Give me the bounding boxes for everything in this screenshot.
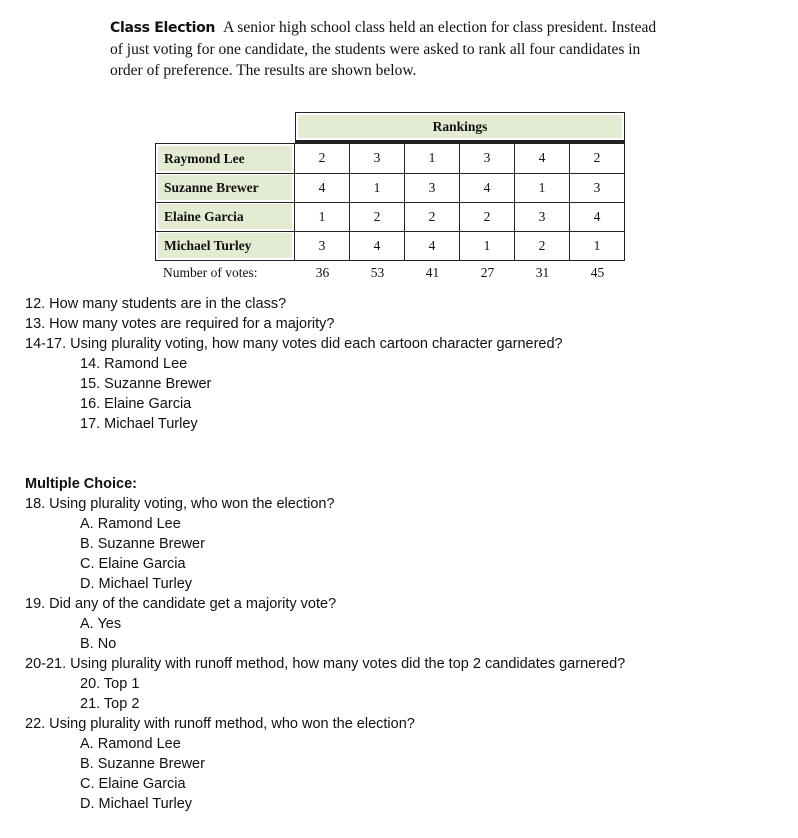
- answer-option: A. Ramond Lee: [80, 736, 181, 752]
- section-title: Class Election: [110, 20, 216, 36]
- answer-option: B. No: [80, 636, 117, 652]
- vote-count: 41: [425, 264, 440, 280]
- candidate-row: [155, 203, 625, 232]
- rank-cell: 3: [515, 203, 570, 232]
- rank-cell: 4: [515, 143, 570, 174]
- rank-cell: 4: [405, 232, 460, 261]
- rank-cell: 4: [460, 174, 515, 203]
- question: 14-17. Using plurality voting, how many votes did each cartoon character garnered?: [25, 336, 563, 352]
- candidate-row: [155, 143, 625, 174]
- rank-cell: 3: [460, 143, 515, 174]
- rank-cell: 1: [295, 203, 350, 232]
- vote-count: 45: [590, 264, 605, 280]
- answer-option: A. Ramond Lee: [80, 516, 181, 532]
- answer-option: 21. Top 2: [80, 696, 140, 712]
- question: 19. Did any of the candidate get a majority vote?: [25, 596, 337, 612]
- rank-cell: 1: [570, 232, 625, 261]
- rank-cell: 2: [350, 203, 405, 232]
- candidate-row: [155, 232, 625, 261]
- answer-option: B. Suzanne Brewer: [80, 756, 205, 772]
- rank-cell: 2: [570, 143, 625, 174]
- candidate-row: [155, 174, 625, 203]
- candidate-name: Suzanne Brewer: [155, 174, 295, 203]
- rankings-table: [155, 112, 625, 285]
- votes-label: Number of votes:: [163, 264, 258, 280]
- rank-cell: 3: [295, 232, 350, 261]
- rank-cell: 3: [570, 174, 625, 203]
- rank-cell: 2: [295, 143, 350, 174]
- answer-option: 14. Ramond Lee: [80, 356, 188, 372]
- rank-cell: 4: [570, 203, 625, 232]
- rank-cell: 3: [350, 143, 405, 174]
- answer-option: 15. Suzanne Brewer: [80, 376, 212, 392]
- vote-count: 31: [535, 264, 550, 280]
- intro-text: A senior high school class held an election for class president. Instead of just voting for one candidate, the students were asked to rank all four candidates in order of preference. The results are shown below.: [110, 19, 657, 79]
- answer-option: C. Elaine Garcia: [80, 776, 186, 792]
- rankings-header: Rankings: [295, 112, 625, 143]
- answer-option: 17. Michael Turley: [80, 416, 198, 432]
- rank-cell: 1: [460, 232, 515, 261]
- answer-option: D. Michael Turley: [80, 796, 193, 812]
- vote-count: 53: [370, 264, 385, 280]
- question: [25, 454, 625, 474]
- question: 12. How many students are in the class?: [25, 296, 287, 312]
- question: 18. Using plurality voting, who won the election?: [25, 496, 335, 512]
- rank-cell: 1: [405, 143, 460, 174]
- votes-row: [155, 261, 625, 285]
- question: Multiple Choice:: [25, 476, 137, 492]
- answer-option: A. Yes: [80, 616, 122, 632]
- question: 22. Using plurality with runoff method, who won the election?: [25, 716, 415, 732]
- answer-option: C. Elaine Garcia: [80, 556, 186, 572]
- vote-count: 36: [315, 264, 330, 280]
- rank-cell: 1: [350, 174, 405, 203]
- header-row: [155, 112, 625, 143]
- rank-cell: 4: [350, 232, 405, 261]
- question: 13. How many votes are required for a majority?: [25, 316, 335, 332]
- rank-cell: 4: [295, 174, 350, 203]
- rank-cell: 3: [405, 174, 460, 203]
- answer-option: B. Suzanne Brewer: [80, 536, 205, 552]
- question: [25, 434, 625, 454]
- intro-paragraph: [110, 17, 670, 81]
- candidate-name: Raymond Lee: [155, 143, 295, 174]
- questions-list: [25, 294, 625, 814]
- rank-cell: 2: [405, 203, 460, 232]
- vote-count: 27: [480, 264, 495, 280]
- question: 20-21. Using plurality with runoff method, how many votes did the top 2 candidates garnered?: [25, 656, 626, 672]
- rank-cell: 2: [460, 203, 515, 232]
- rank-cell: 1: [515, 174, 570, 203]
- answer-option: 16. Elaine Garcia: [80, 396, 192, 412]
- answer-option: 20. Top 1: [80, 676, 140, 692]
- candidate-name: Michael Turley: [155, 232, 295, 261]
- candidate-name: Elaine Garcia: [155, 203, 295, 232]
- rank-cell: 2: [515, 232, 570, 261]
- answer-option: D. Michael Turley: [80, 576, 193, 592]
